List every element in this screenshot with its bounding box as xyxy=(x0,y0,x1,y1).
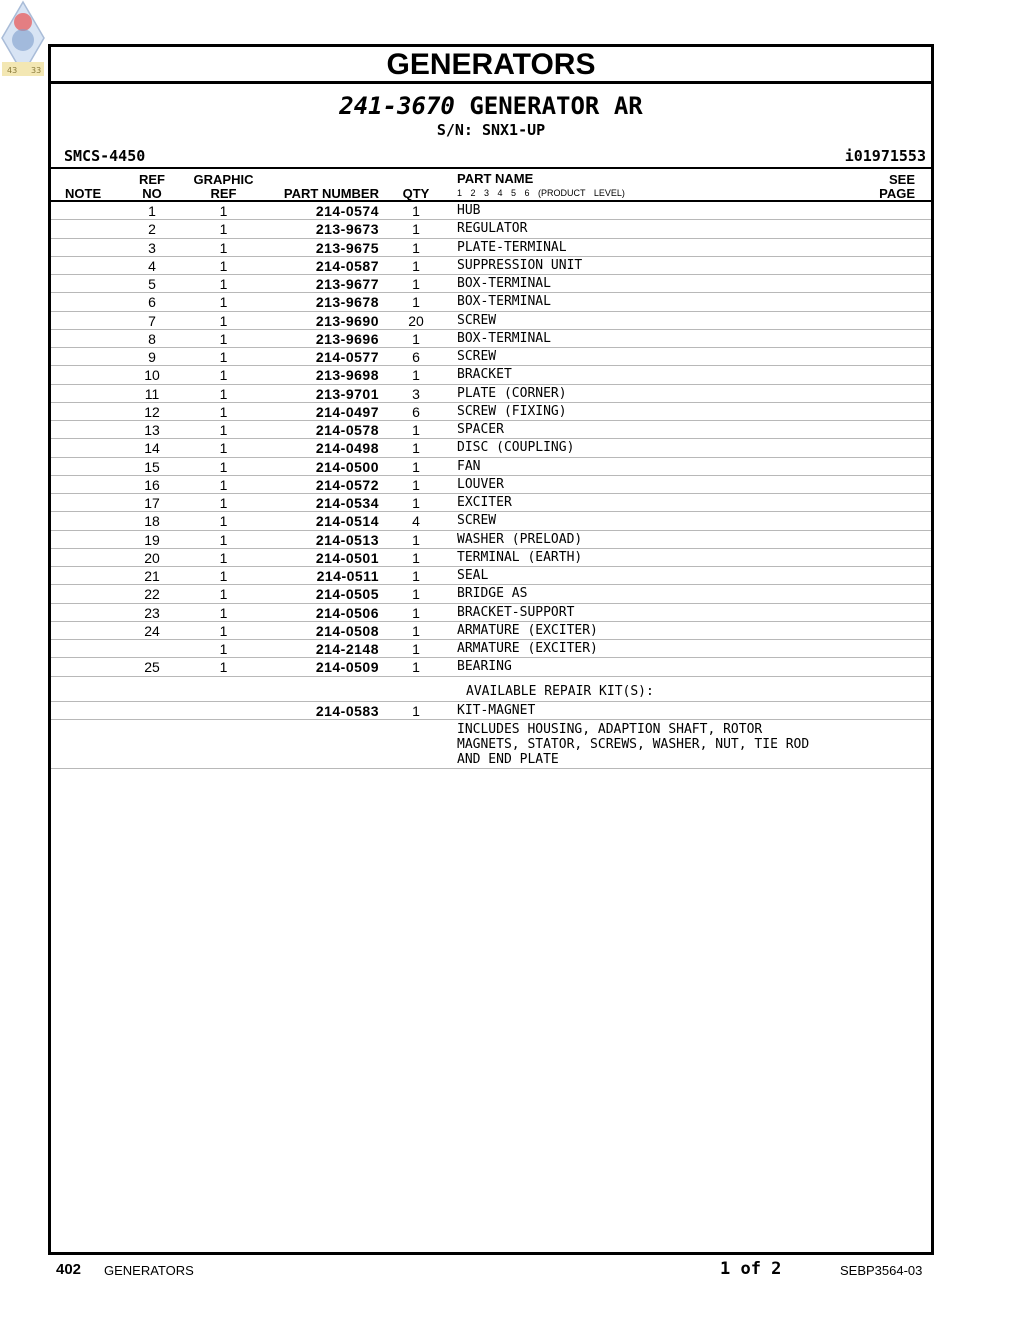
qty: 1 xyxy=(412,367,420,384)
table-row xyxy=(51,421,931,439)
ref-no: 24 xyxy=(144,622,160,639)
part-name: BEARING xyxy=(457,659,512,675)
graphic-ref: 1 xyxy=(219,385,228,402)
repair-kit-description-row xyxy=(51,720,931,769)
part-number: 214-0498 xyxy=(315,440,379,457)
qty: 1 xyxy=(412,659,420,676)
qty: 1 xyxy=(412,239,420,256)
table-row xyxy=(51,385,931,403)
ref-no: 1 xyxy=(148,203,156,219)
part-name: TERMINAL (EARTH) xyxy=(457,549,583,565)
part-number: 213-9696 xyxy=(315,330,379,347)
col-see-top: SEE xyxy=(888,172,915,187)
part-number: 214-0534 xyxy=(315,495,379,511)
table-row xyxy=(51,348,931,366)
part-number: 213-9690 xyxy=(315,312,379,329)
ref-no: 2 xyxy=(148,221,156,238)
ref-no: 18 xyxy=(144,513,160,530)
part-number: 214-0514 xyxy=(315,513,379,530)
graphic-ref: 1 xyxy=(219,294,228,311)
qty: 1 xyxy=(412,476,420,493)
part-name: BRACKET xyxy=(457,367,512,383)
parts-page-frame xyxy=(48,44,934,1255)
part-name: LOUVER xyxy=(457,476,504,492)
col-graphic-bottom: REF xyxy=(210,186,237,201)
col-note: NOTE xyxy=(65,186,102,201)
qty: 1 xyxy=(412,531,420,548)
qty: 1 xyxy=(412,221,420,238)
table-row xyxy=(51,202,931,220)
page-number: 402 xyxy=(56,1261,82,1278)
part-number: 214-0587 xyxy=(315,257,379,274)
ref-no: 4 xyxy=(148,257,156,274)
ref-no: 14 xyxy=(144,440,160,457)
svg-text:33: 33 xyxy=(31,66,42,75)
graphic-ref: 1 xyxy=(219,476,228,493)
table-row xyxy=(51,585,931,603)
svg-text:43: 43 xyxy=(7,66,18,75)
part-number: 214-0513 xyxy=(315,531,379,548)
part-name: BRIDGE AS xyxy=(457,586,528,602)
footer-section: GENERATORS xyxy=(104,1263,194,1278)
page-of: 1 of 2 xyxy=(720,1259,782,1279)
qty: 1 xyxy=(412,330,420,347)
qty: 1 xyxy=(412,604,420,621)
qty: 1 xyxy=(412,257,420,274)
part-name: BOX-TERMINAL xyxy=(457,330,551,346)
graphic-ref: 1 xyxy=(219,422,228,438)
ref-no: 15 xyxy=(144,458,160,475)
document-id: SEBP3564-03 xyxy=(840,1263,923,1278)
table-row xyxy=(51,622,931,640)
ref-no: 23 xyxy=(144,604,160,621)
ref-no: 9 xyxy=(148,349,156,365)
part-name: SCREW (FIXING) xyxy=(457,403,567,419)
graphic-ref: 1 xyxy=(219,330,228,347)
part-number: 214-0574 xyxy=(315,203,379,219)
graphic-ref: 1 xyxy=(219,659,228,676)
ref-no: 11 xyxy=(144,385,160,402)
graphic-ref: 1 xyxy=(219,312,228,329)
part-number: 214-2148 xyxy=(315,641,379,657)
part-number: 214-0505 xyxy=(315,586,379,603)
graphic-ref: 1 xyxy=(219,257,228,274)
part-name: FAN xyxy=(457,458,481,474)
part-name: SPACER xyxy=(457,422,504,437)
ref-no: 5 xyxy=(148,276,156,292)
ref-no: 25 xyxy=(144,659,160,676)
part-number: 213-9678 xyxy=(315,294,379,311)
smcs-code: SMCS-4450 xyxy=(64,147,146,165)
table-row xyxy=(51,403,931,421)
ref-no: 20 xyxy=(144,549,160,566)
part-number: 213-9677 xyxy=(315,276,379,292)
group-title xyxy=(51,93,931,119)
parts-list xyxy=(51,202,931,677)
table-row xyxy=(51,658,931,676)
graphic-ref: 1 xyxy=(219,239,228,256)
qty: 4 xyxy=(412,513,420,530)
part-number: 214-0508 xyxy=(315,622,379,639)
ref-no: 12 xyxy=(144,403,160,420)
table-row xyxy=(51,640,931,658)
table-row xyxy=(51,239,931,257)
qty: 6 xyxy=(412,349,420,365)
ref-no: 17 xyxy=(144,495,160,511)
graphic-ref: 1 xyxy=(219,221,228,238)
ref-no: 13 xyxy=(144,422,160,438)
table-row xyxy=(51,366,931,384)
part-name: DISC (COUPLING) xyxy=(457,440,575,456)
group-name: GENERATOR AR xyxy=(469,92,643,120)
qty: 1 xyxy=(412,622,420,639)
qty: 1 xyxy=(412,641,420,657)
kit-part-name: KIT-MAGNET xyxy=(457,702,536,718)
part-name: WASHER (PRELOAD) xyxy=(457,531,583,547)
col-see-bottom: PAGE xyxy=(879,186,915,201)
graphic-ref: 1 xyxy=(219,568,228,584)
group-number: 241-3670 xyxy=(339,92,455,120)
qty: 1 xyxy=(412,276,420,292)
col-ref-top: REF xyxy=(139,172,165,187)
part-name: PLATE-TERMINAL xyxy=(457,239,567,255)
part-name: HUB xyxy=(457,203,481,218)
repair-kit-row xyxy=(51,702,931,720)
ref-no: 3 xyxy=(148,239,156,256)
ref-no: 6 xyxy=(148,294,156,311)
graphic-ref: 1 xyxy=(219,586,228,603)
part-number: 213-9698 xyxy=(315,367,379,384)
qty: 1 xyxy=(412,549,420,566)
part-name: REGULATOR xyxy=(457,221,528,237)
qty: 1 xyxy=(412,458,420,475)
part-name: BOX-TERMINAL xyxy=(457,276,551,291)
part-name: ARMATURE (EXCITER) xyxy=(457,641,598,656)
graphic-ref: 1 xyxy=(219,276,228,292)
col-ref-bottom: NO xyxy=(142,186,162,201)
part-name: BOX-TERMINAL xyxy=(457,294,551,310)
col-graphic-top: GRAPHIC xyxy=(193,172,254,187)
part-number: 213-9673 xyxy=(315,221,379,238)
ref-no: 7 xyxy=(148,312,156,329)
graphic-ref: 1 xyxy=(219,367,228,384)
qty: 6 xyxy=(412,403,420,420)
part-number: 214-0509 xyxy=(315,659,379,676)
qty: 1 xyxy=(412,440,420,457)
ref-no: 8 xyxy=(148,330,156,347)
qty: 3 xyxy=(412,385,420,402)
col-part-number: PART NUMBER xyxy=(283,186,379,201)
qty: 1 xyxy=(412,203,420,219)
graphic-ref: 1 xyxy=(219,641,228,657)
repair-kit-heading xyxy=(51,677,931,702)
serial-range: S/N: SNX1-UP xyxy=(436,121,546,139)
graphic-ref: 1 xyxy=(219,203,228,219)
table-row xyxy=(51,549,931,567)
qty: 1 xyxy=(412,422,420,438)
qty: 1 xyxy=(412,495,420,511)
part-name: SEAL xyxy=(457,568,489,583)
part-number: 214-0501 xyxy=(315,549,379,566)
table-row xyxy=(51,293,931,311)
part-name: BRACKET-SUPPORT xyxy=(457,604,575,620)
table-row xyxy=(51,330,931,348)
ref-no: 21 xyxy=(144,568,160,584)
part-name: PLATE (CORNER) xyxy=(457,385,567,401)
graphic-ref: 1 xyxy=(219,349,228,365)
graphic-ref: 1 xyxy=(219,531,228,548)
qty: 1 xyxy=(412,568,420,584)
ref-no: 10 xyxy=(144,367,160,384)
part-number: 213-9675 xyxy=(315,239,379,256)
table-row xyxy=(51,439,931,457)
table-row xyxy=(51,458,931,476)
qty: 1 xyxy=(412,586,420,603)
part-number: 214-0511 xyxy=(316,568,379,584)
qty: 1 xyxy=(412,294,420,311)
graphic-ref: 1 xyxy=(219,549,228,566)
part-name: SCREW xyxy=(457,349,497,364)
part-number: 214-0572 xyxy=(315,476,379,493)
part-number: 213-9701 xyxy=(315,385,379,402)
kit-description: INCLUDES HOUSING, ADAPTION SHAFT, ROTOR MAGNETS, STATOR, SCREWS, WASHER, NUT, TIE ROD AND END PLATE xyxy=(457,721,810,767)
graphic-ref: 1 xyxy=(219,458,228,475)
ref-no: 16 xyxy=(144,476,160,493)
kit-qty: 1 xyxy=(412,702,420,719)
table-row xyxy=(51,567,931,585)
column-headers xyxy=(51,169,931,202)
ref-no: 22 xyxy=(144,586,160,603)
part-number: 214-0578 xyxy=(315,422,379,438)
table-row xyxy=(51,512,931,530)
part-number: 214-0506 xyxy=(315,604,379,621)
table-row xyxy=(51,312,931,330)
graphic-ref: 1 xyxy=(219,622,228,639)
part-number: 214-0577 xyxy=(315,349,379,365)
table-row xyxy=(51,531,931,549)
graphic-ref: 1 xyxy=(219,513,228,530)
code-bar xyxy=(51,145,931,169)
illustration-id: i01971553 xyxy=(844,147,926,165)
col-part-name: PART NAME xyxy=(457,171,534,186)
part-name: SCREW xyxy=(457,513,497,529)
table-row xyxy=(51,494,931,512)
graphic-ref: 1 xyxy=(219,440,228,457)
kit-part-number: 214-0583 xyxy=(315,702,379,719)
graphic-ref: 1 xyxy=(219,403,228,420)
table-row xyxy=(51,275,931,293)
part-name: SCREW xyxy=(457,312,497,328)
repair-kit-label: AVAILABLE REPAIR KIT(S): xyxy=(466,683,654,699)
ref-no: 19 xyxy=(144,531,160,548)
part-number: 214-0500 xyxy=(315,458,379,475)
qty: 20 xyxy=(408,312,424,329)
part-name: ARMATURE (EXCITER) xyxy=(457,622,598,638)
graphic-ref: 1 xyxy=(219,604,228,621)
part-name: EXCITER xyxy=(457,495,512,510)
table-row xyxy=(51,604,931,622)
table-row xyxy=(51,257,931,275)
graphic-ref: 1 xyxy=(219,495,228,511)
table-row xyxy=(51,220,931,238)
publisher-logo-icon xyxy=(0,0,46,78)
table-row xyxy=(51,476,931,494)
col-qty: QTY xyxy=(402,186,430,201)
col-product-levels: 1 2 3 4 5 6 (PRODUCT LEVEL) xyxy=(457,188,625,198)
part-number: 214-0497 xyxy=(315,403,379,420)
part-name: SUPPRESSION UNIT xyxy=(457,257,583,273)
section-title: GENERATORS xyxy=(51,47,931,84)
